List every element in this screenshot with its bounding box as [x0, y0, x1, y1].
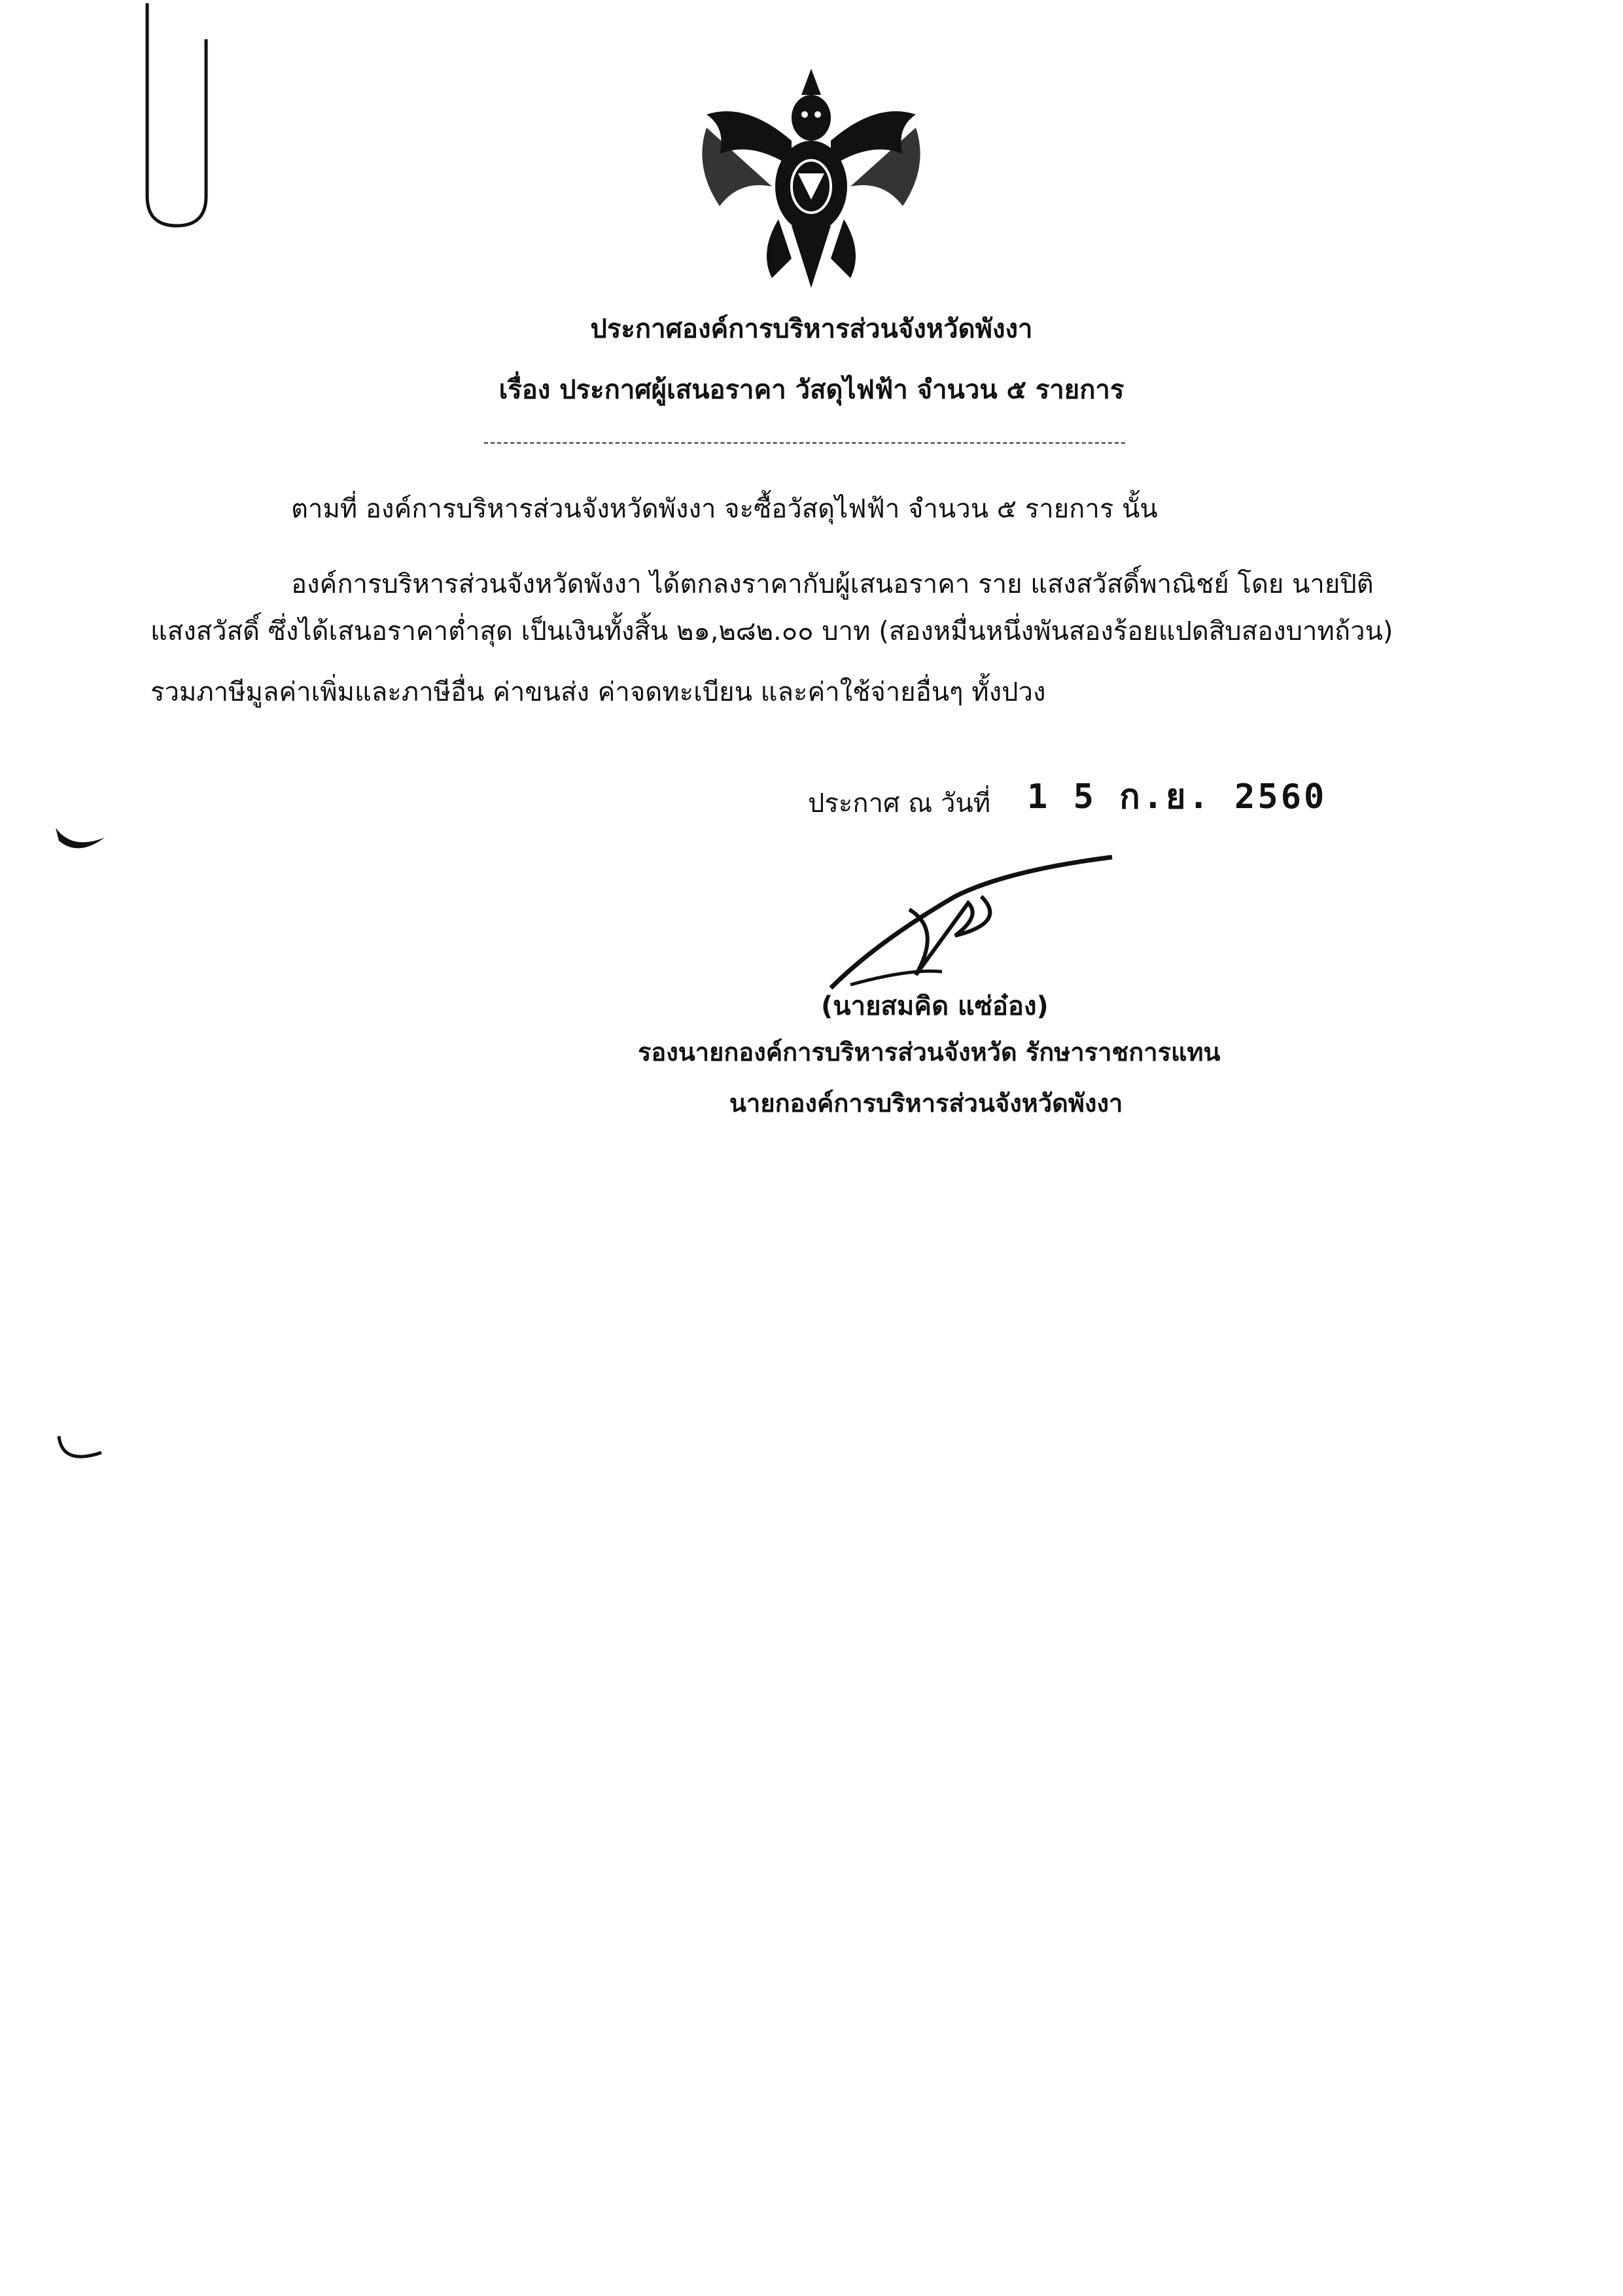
signatory-position-line-2: นายกองค์การบริหารส่วนจังหวัดพังงา [729, 1089, 1123, 1118]
announcement-title: ประกาศองค์การบริหารส่วนจังหวัดพังงา [590, 314, 1033, 344]
signatory-name: (นายสมคิด แซ่อ๋อง) [821, 991, 1049, 1021]
body-paragraph-line-2: องค์การบริหารส่วนจังหวัดพังงา ได้ตกลงราคากับผู้เสนอราคา ราย แสงสวัสดิ์พาณิชย์ โดย นายปิติ [291, 569, 1374, 599]
body-paragraph-line-1: ตามที่ องค์การบริหารส่วนจังหวัดพังงา จะซื้อวัสดุไฟฟ้า จำนวน ๕ รายการ นั้น [291, 494, 1158, 524]
body-paragraph-line-4: รวมภาษีมูลค่าเพิ่มและภาษีอื่น ค่าขนส่ง ค่าจดทะเบียน และค่าใช้จ่ายอื่นๆ ทั้งปวง [150, 677, 1046, 707]
date-label: ประกาศ ณ วันที่ [808, 788, 991, 819]
divider-rule [484, 442, 1125, 444]
signatory-position-line-1: รองนายกองค์การบริหารส่วนจังหวัด รักษาราชการแทน [638, 1038, 1221, 1067]
garuda-emblem [680, 62, 942, 291]
margin-hole-mark [52, 821, 111, 860]
handwritten-signature [811, 844, 1125, 1001]
margin-hole-mark [56, 1433, 108, 1472]
announcement-subject: เรื่อง ประกาศผู้เสนอราคา วัสดุไฟฟ้า จำนวน ๕ รายการ [498, 375, 1125, 405]
date-value: 1 5 ก.ย. 2560 [1027, 777, 1327, 817]
body-paragraph-line-3: แสงสวัสดิ์ ซึ่งได้เสนอราคาต่ำสุด เป็นเงินทั้งสิ้น ๒๑,๒๘๒.๐๐ บาท (สองหมื่นหนึ่งพันสองร้อยแปดสิบสองบาทถ้วน) [150, 616, 1393, 646]
paper-clip-mark [128, 0, 219, 236]
